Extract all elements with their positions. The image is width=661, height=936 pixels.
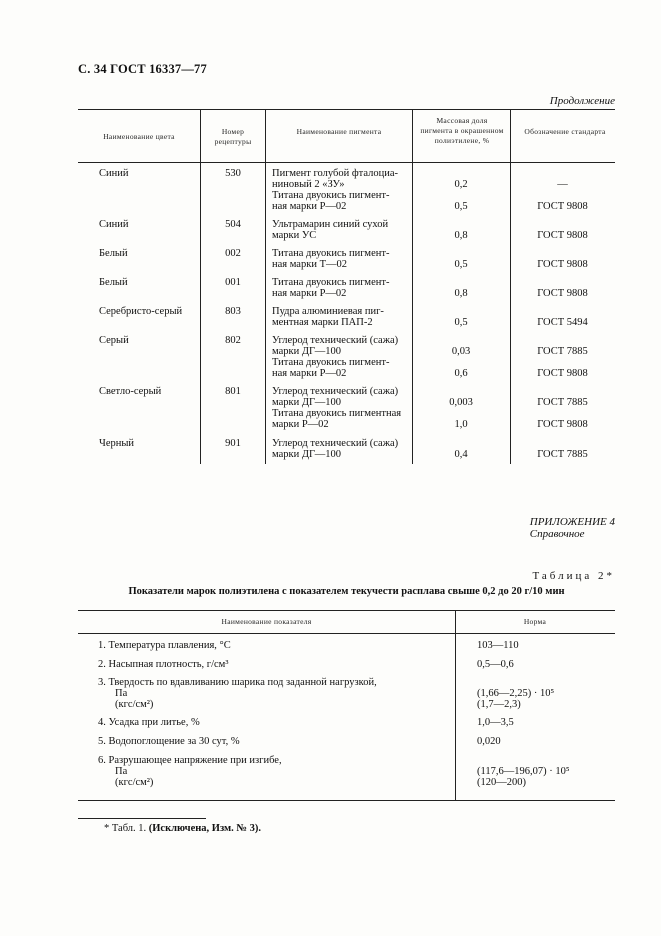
table1-standard-cell: ГОСТ 9808 xyxy=(537,288,588,299)
table1-header-share: Массовая доля пигмента в окрашенном полиэтилене, % xyxy=(420,116,504,145)
table1-pigment-line: Углерод технический (сажа) xyxy=(272,438,399,449)
table1-share-cell: 0,8 xyxy=(454,288,468,299)
table2-col-divider xyxy=(455,610,456,800)
table1-pigment-line: Титана двуокись пигмент- xyxy=(272,248,390,259)
table2-header-name: Наименование показателя xyxy=(221,617,312,626)
table1-standard-cell: ГОСТ 9808 xyxy=(537,259,588,270)
table1-color-cell: Белый xyxy=(99,248,128,259)
table1-pigment-line: ная марки Р—02 xyxy=(272,288,347,299)
footnote-marker: * Табл. 1. xyxy=(104,823,147,834)
table1-pigment-line: Титана двуокись пигмент- xyxy=(272,277,390,288)
table2-value-line: 0,020 xyxy=(477,736,501,747)
table1-color-cell: Синий xyxy=(99,168,129,179)
table1-standard-cell: ГОСТ 9808 xyxy=(537,419,588,430)
table1-standard-cell: ГОСТ 9808 xyxy=(537,230,588,241)
table2-name-line: 1. Температура плавления, °С xyxy=(98,640,231,651)
table1-share-cell: 0,5 xyxy=(454,201,468,212)
table1-color-cell: Черный xyxy=(99,438,135,449)
table2-header-norm: Норма xyxy=(523,617,547,626)
table1-number-cell: 803 xyxy=(225,306,241,317)
table1-number-cell: 002 xyxy=(225,248,241,259)
table2-name-line: 6. Разрушающее напряжение при изгибе, xyxy=(98,755,282,766)
footnote-text: (Исключена, Изм. № 3). xyxy=(148,823,261,834)
table2-title: Показатели марок полиэтилена с показателем текучести расплава свыше 0,2 до 20 г/10 мин xyxy=(128,586,565,597)
table1-pigment-line: ная марки Т—02 xyxy=(272,259,347,270)
continuation-label: Продолжение xyxy=(549,95,615,107)
table1-number-cell: 801 xyxy=(225,386,241,397)
table1-pigment-line: ная марки Р—02 xyxy=(272,201,347,212)
table1-standard-cell: ГОСТ 7885 xyxy=(537,397,588,408)
footnote xyxy=(104,823,261,834)
table1-share-cell: 0,2 xyxy=(454,179,468,190)
table1-color-cell: Светло-серый xyxy=(99,386,162,397)
table2-value-line: (117,6—196,07) · 10⁵ xyxy=(477,766,570,777)
table1-standard-cell: — xyxy=(557,179,568,190)
table1-pigment-line: ментная марки ПАП-2 xyxy=(272,317,373,328)
table1-col-divider xyxy=(412,109,413,464)
table2-name-line: (кгс/см²) xyxy=(115,699,154,710)
table2-name-line: Па xyxy=(115,688,128,699)
table1-top-rule xyxy=(78,109,615,110)
table1-share-cell: 0,03 xyxy=(451,346,471,357)
table1-number-cell: 530 xyxy=(225,168,241,179)
table1-header-standard: Обозначение стандарта xyxy=(524,127,606,136)
table1-pigment-line: Углерод технический (сажа) xyxy=(272,335,399,346)
appendix-heading xyxy=(530,516,615,540)
table1-pigment-line: Пигмент голубой фталоциа- xyxy=(272,168,399,179)
table1-share-cell: 0,5 xyxy=(454,259,468,270)
table1-share-cell: 1,0 xyxy=(454,419,468,430)
table2-name-line: 2. Насыпная плотность, г/см³ xyxy=(98,659,229,670)
table2-header-rule xyxy=(78,633,615,634)
appendix-title: ПРИЛОЖЕНИЕ 4 xyxy=(529,516,615,528)
table2-value-line: (120—200) xyxy=(477,777,526,788)
table2-name-line: 5. Водопоглощение за 30 сут, % xyxy=(98,736,240,747)
table1-col-divider xyxy=(200,109,201,464)
table1-standard-cell: ГОСТ 9808 xyxy=(537,368,588,379)
table1-color-cell: Синий xyxy=(99,219,129,230)
table2-label: Таблица 2* xyxy=(532,570,615,582)
table2-value-line: 1,0—3,5 xyxy=(477,717,514,728)
table1-color-cell: Белый xyxy=(99,277,128,288)
table1-header-pigment: Наименование пигмента xyxy=(296,127,382,136)
table1-pigment-line: марки Р—02 xyxy=(272,419,329,430)
table1-pigment-line: Титана двуокись пигмент- xyxy=(272,190,390,201)
appendix-subtitle: Справочное xyxy=(529,528,585,540)
table1-pigment-line: марки ДГ—100 xyxy=(272,449,342,460)
table2-value-line: (1,7—2,3) xyxy=(477,699,521,710)
table1-standard-cell: ГОСТ 7885 xyxy=(537,346,588,357)
table2-bottom-rule xyxy=(78,800,615,801)
table1-number-cell: 901 xyxy=(225,438,241,449)
table1-number-cell: 001 xyxy=(225,277,241,288)
table1-pigment-line: Ультрамарин синий сухой xyxy=(272,219,389,230)
table1-color-cell: Серый xyxy=(99,335,129,346)
table1-pigment-line: Углерод технический (сажа) xyxy=(272,386,399,397)
table1-number-cell: 802 xyxy=(225,335,241,346)
table1-standard-cell: ГОСТ 5494 xyxy=(537,317,588,328)
table1-standard-cell: ГОСТ 7885 xyxy=(537,449,588,460)
table1-share-cell: 0,6 xyxy=(454,368,468,379)
table2-top-rule xyxy=(78,610,615,611)
page-title: С. 34 ГОСТ 16337—77 xyxy=(78,62,207,76)
table1-share-cell: 0,003 xyxy=(449,397,473,408)
table1-header-color: Наименование цвета xyxy=(103,132,175,141)
table2-name-line: Па xyxy=(115,766,128,777)
table1-pigment-line: Пудра алюминиевая пиг- xyxy=(272,306,384,317)
table2-name-line: (кгс/см²) xyxy=(115,777,154,788)
table1-header-rule xyxy=(78,162,615,163)
table1-pigment-line: марки ДГ—100 xyxy=(272,397,342,408)
table1-pigment-line: Титана двуокись пигментная xyxy=(272,408,402,419)
footnote-rule xyxy=(78,818,206,819)
table2-value-line: 0,5—0,6 xyxy=(477,659,514,670)
table1-col-divider xyxy=(510,109,511,464)
table2-value-line: 103—110 xyxy=(477,640,519,651)
table2-value-line: (1,66—2,25) · 10⁵ xyxy=(477,688,555,699)
table1-share-cell: 0,5 xyxy=(454,317,468,328)
table1-pigment-line: Титана двуокись пигмент- xyxy=(272,357,390,368)
table2-name-line: 4. Усадка при литье, % xyxy=(98,717,200,728)
table1-col-divider xyxy=(265,109,266,464)
table2-name-line: 3. Твердость по вдавливанию шарика под заданной нагрузкой, xyxy=(98,677,377,688)
table1-pigment-line: марки УС xyxy=(272,230,317,241)
table1-share-cell: 0,4 xyxy=(454,449,468,460)
table1-share-cell: 0,8 xyxy=(454,230,468,241)
table1-color-cell: Серебристо-серый xyxy=(99,306,183,317)
table1-number-cell: 504 xyxy=(225,219,241,230)
table1-pigment-line: ниновый 2 «ЗУ» xyxy=(272,179,345,190)
table1-header-number: Номер рецептуры xyxy=(214,127,252,146)
table1-standard-cell: ГОСТ 9808 xyxy=(537,201,588,212)
table1-pigment-line: марки ДГ—100 xyxy=(272,346,342,357)
table1-pigment-line: ная марки Р—02 xyxy=(272,368,347,379)
